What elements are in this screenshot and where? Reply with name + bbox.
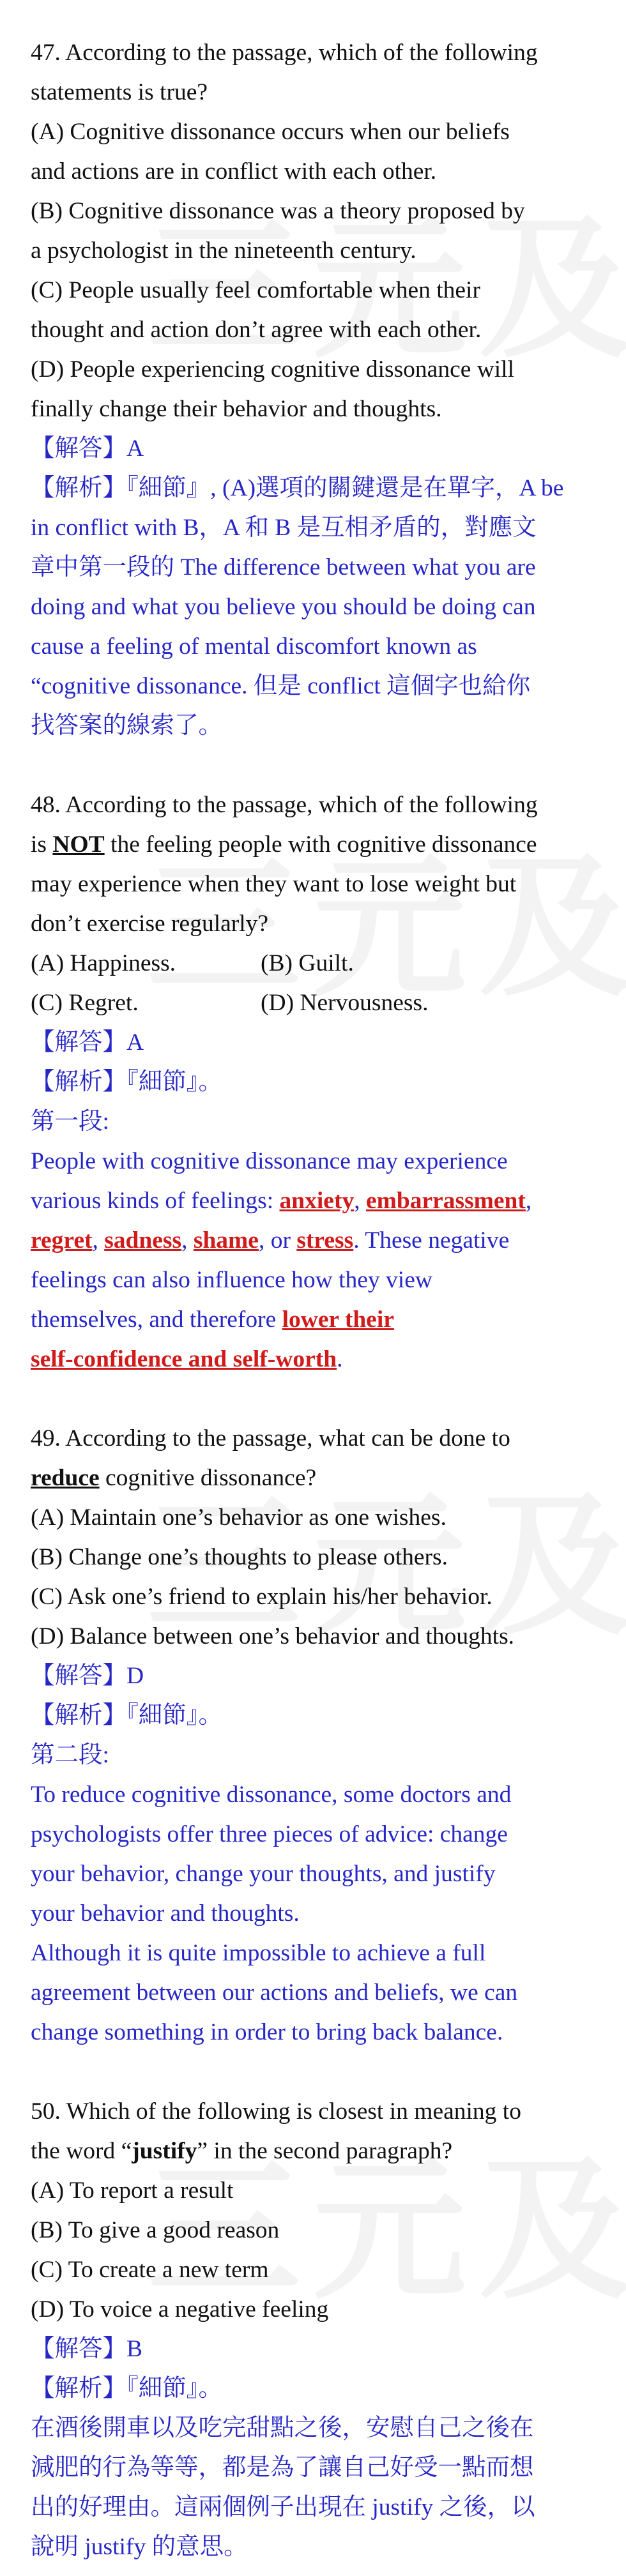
q47-option-a-line-2: and actions are in conflict with each other. xyxy=(31,158,437,185)
q48-analysis: 【解析】『細節』。 xyxy=(31,1069,222,1095)
q49-option-b: (B) Change one’s thoughts to please others. xyxy=(31,1544,448,1570)
q50-stem-text: ” in the second paragraph? xyxy=(197,2138,453,2164)
q49-paragraph-ref: 第二段: xyxy=(31,1742,109,1768)
q48-quote-line-2 xyxy=(31,1181,606,1221)
q48-quote-line-3 xyxy=(31,1221,606,1261)
q48-options-row-2 xyxy=(31,983,606,1023)
q48-stem-line-3: may experience when they want to lose weight but xyxy=(31,871,517,897)
q49-quote-line-1: To reduce cognitive dissonance, some doctors and xyxy=(31,1782,512,1808)
question-47 xyxy=(31,33,606,746)
q50-explain-line-3: 出的好理由。這兩個例子出現在 justify 之後，以 xyxy=(31,2494,535,2520)
q48-stem-line-4: don’t exercise regularly? xyxy=(31,911,269,937)
q47-stem-line-2: statements is true? xyxy=(31,79,208,105)
q48-answer: 【解答】A xyxy=(31,1029,144,1056)
separator: , xyxy=(525,1188,532,1214)
q47-option-b-line-2: a psychologist in the nineteenth century. xyxy=(31,238,416,264)
q49-quote-line-4: your behavior and thoughts. xyxy=(31,1900,300,1927)
q47-option-c-line-2: thought and action don’t agree with each other. xyxy=(31,317,482,343)
q47-option-b-line-1: (B) Cognitive dissonance was a theory proposed by xyxy=(31,198,525,224)
q50-option-c: (C) To create a new term xyxy=(31,2257,269,2283)
q48-paragraph-ref: 第一段: xyxy=(31,1109,109,1135)
q47-analysis-line-5: cause a feeling of mental discomfort known as xyxy=(31,633,477,660)
q48-option-d: (D) Nervousness. xyxy=(261,990,429,1016)
q47-option-a-line-1: (A) Cognitive dissonance occurs when our beliefs xyxy=(31,119,510,145)
q49-option-d: (D) Balance between one’s behavior and thoughts. xyxy=(31,1623,515,1649)
keyword-lower-their: lower their xyxy=(282,1307,394,1333)
q49-stem-text: cognitive dissonance? xyxy=(99,1465,317,1491)
q48-not-emphasis: NOT xyxy=(52,831,105,858)
separator: , xyxy=(181,1227,194,1254)
q50-option-a: (A) To report a result xyxy=(31,2178,234,2204)
q48-quote-text: various kinds of feelings: xyxy=(31,1188,280,1214)
q50-explain-line-4: 說明 justify 的意思。 xyxy=(31,2534,248,2560)
question-48 xyxy=(31,785,606,1379)
q48-quote-line-1: People with cognitive dissonance may experience xyxy=(31,1148,508,1174)
separator: , xyxy=(92,1227,105,1254)
q49-quote-line-6: agreement between our actions and beliefs, we can xyxy=(31,1980,518,2006)
q48-options-row-1 xyxy=(31,944,606,983)
spacer xyxy=(31,1379,606,1419)
q47-answer: 【解答】A xyxy=(31,436,144,462)
q48-quote-text: themselves, and therefore xyxy=(31,1307,282,1333)
q49-quote-line-5: Although it is quite impossible to achieve a full xyxy=(31,1940,486,1966)
keyword-shame: shame xyxy=(193,1227,259,1254)
q48-quote-line-4: feelings can also influence how they view xyxy=(31,1267,432,1293)
separator: , or xyxy=(258,1227,297,1254)
q48-option-b: (B) Guilt. xyxy=(261,950,354,976)
keyword-stress: stress xyxy=(296,1227,354,1254)
q49-option-a: (A) Maintain one’s behavior as one wishes. xyxy=(31,1504,447,1531)
q50-answer: 【解答】B xyxy=(31,2336,143,2362)
q50-analysis: 【解析】『細節』。 xyxy=(31,2375,222,2402)
keyword-anxiety: anxiety xyxy=(279,1188,355,1214)
spacer xyxy=(31,746,606,785)
q50-justify-emphasis: justify xyxy=(132,2138,197,2164)
q47-analysis-line-6: “cognitive dissonance. 但是 conflict 這個字也給你 xyxy=(31,673,531,699)
q49-option-c: (C) Ask one’s friend to explain his/her behavior. xyxy=(31,1584,492,1610)
q50-explain-line-2: 減肥的行為等等，都是為了讓自己好受一點而想 xyxy=(31,2455,534,2481)
document-page xyxy=(31,33,606,2567)
q47-analysis-line-4: doing and what you believe you should be doing can xyxy=(31,594,536,620)
q47-analysis-line-2: in conflict with B，A 和 B 是互相矛盾的，對應文 xyxy=(31,515,537,541)
q48-option-c: (C) Regret. xyxy=(31,990,139,1016)
q48-stem-text: is xyxy=(31,831,53,858)
q49-answer: 【解答】D xyxy=(31,1663,144,1689)
q48-quote-text: . xyxy=(337,1346,343,1372)
q50-explain-line-1: 在酒後開車以及吃完甜點之後，安慰自己之後在 xyxy=(31,2415,534,2441)
q47-option-d-line-2: finally change their behavior and thoughts. xyxy=(31,396,442,422)
q48-stem-text: the feeling people with cognitive dissonance xyxy=(104,831,537,858)
q48-quote-line-6 xyxy=(31,1340,606,1379)
spacer xyxy=(31,2052,606,2092)
q49-quote-line-7: change something in order to bring back balance. xyxy=(31,2019,503,2045)
q50-stem-line-1: 50. Which of the following is closest in meaning to xyxy=(31,2098,521,2125)
q48-quote-line-5 xyxy=(31,1300,606,1340)
q48-stem-line-1: 48. According to the passage, which of the following xyxy=(31,792,538,818)
separator: , xyxy=(354,1188,366,1214)
q47-analysis-line-3: 章中第一段的 The difference between what you are xyxy=(31,554,536,580)
q49-quote-line-2: psychologists offer three pieces of advice: change xyxy=(31,1821,508,1847)
q49-stem-line-1: 49. According to the passage, what can be done to xyxy=(31,1425,510,1451)
q50-stem-text: the word “ xyxy=(31,2138,132,2164)
q48-option-a: (A) Happiness. xyxy=(31,950,176,976)
q47-option-c-line-1: (C) People usually feel comfortable when their xyxy=(31,277,480,303)
q47-stem-line-1: 47. According to the passage, which of the following xyxy=(31,40,538,66)
keyword-regret: regret xyxy=(31,1227,93,1254)
keyword-sadness: sadness xyxy=(104,1227,182,1254)
q49-analysis: 【解析】『細節』。 xyxy=(31,1702,222,1729)
q48-quote-text: . These negative xyxy=(353,1227,510,1254)
q47-analysis-line-1: 【解析】『細節』, (A)選項的關鍵還是在單字，A be xyxy=(31,475,564,501)
q47-option-d-line-1: (D) People experiencing cognitive dissonance will xyxy=(31,356,515,383)
q48-stem-line-2 xyxy=(31,825,606,865)
keyword-self-confidence: self-confidence and self-worth xyxy=(31,1346,337,1372)
keyword-embarrassment: embarrassment xyxy=(365,1188,526,1214)
q49-stem-line-2 xyxy=(31,1458,606,1498)
question-49 xyxy=(31,1419,606,2052)
q47-analysis-line-7: 找答案的線索了。 xyxy=(31,713,222,739)
q49-quote-line-3: your behavior, change your thoughts, and justify xyxy=(31,1861,496,1887)
q50-stem-line-2 xyxy=(31,2132,606,2171)
q50-option-b: (B) To give a good reason xyxy=(31,2217,280,2243)
q50-option-d: (D) To voice a negative feeling xyxy=(31,2296,329,2322)
q49-reduce-emphasis: reduce xyxy=(31,1465,100,1491)
question-50 xyxy=(31,2092,606,2567)
